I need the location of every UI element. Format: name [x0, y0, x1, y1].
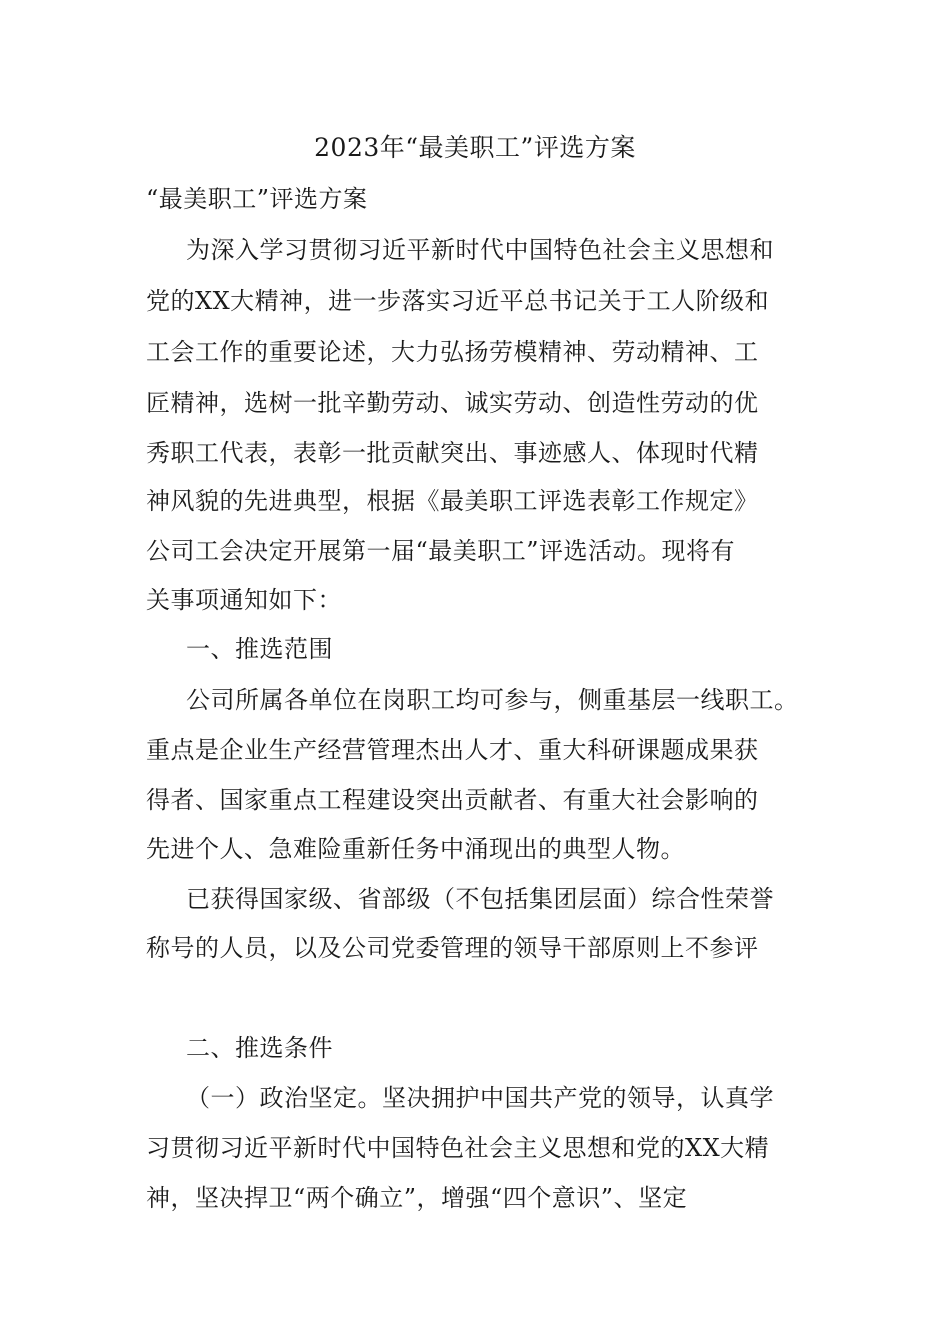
paragraph-line: 秀职工代表，表彰一批贡献突出、事迹感人、体现时代精 — [146, 439, 759, 467]
paragraph-line: 为深入学习贯彻习近平新时代中国特色社会主义思想和 — [186, 236, 774, 264]
paragraph-line: 神，坚决捍卫“两个确立”，增强“四个意识”、坚定 — [146, 1184, 688, 1212]
paragraph-line: 党的XX大精神，进一步落实习近平总书记关于工人阶级和 — [146, 287, 770, 315]
paragraph-line: 已获得国家级、省部级（不包括集团层面）综合性荣誉 — [186, 885, 774, 913]
paragraph-line: 神风貌的先进典型，根据《最美职工评选表彰工作规定》 — [146, 487, 759, 515]
paragraph-line: 习贯彻习近平新时代中国特色社会主义思想和党的XX大精 — [146, 1134, 770, 1162]
paragraph-line: 重点是企业生产经营管理杰出人才、重大科研课题成果获 — [146, 736, 759, 764]
paragraph-line: 公司所属各单位在岗职工均可参与，侧重基层一线职工。 — [186, 686, 799, 714]
paragraph-line: 得者、国家重点工程建设突出贡献者、有重大社会影响的 — [146, 786, 759, 814]
section-heading: 一、推选范围 — [186, 635, 333, 663]
document-subtitle: “最美职工”评选方案 — [146, 185, 368, 213]
paragraph-line: 先进个人、急难险重新任务中涌现出的典型人物。 — [146, 835, 685, 863]
document-title: 2023年“最美职工”评选方案 — [314, 133, 636, 162]
paragraph-line: 关事项通知如下： — [146, 586, 342, 614]
paragraph-line: 匠精神，选树一批辛勤劳动、诚实劳动、创造性劳动的优 — [146, 389, 759, 417]
paragraph-line: （一）政治坚定。坚决拥护中国共产党的领导，认真学 — [186, 1084, 774, 1112]
paragraph-line: 公司工会决定开展第一届“最美职工”评选活动。现将有 — [146, 537, 736, 565]
paragraph-line: 称号的人员，以及公司党委管理的领导干部原则上不参评 — [146, 934, 759, 962]
section-heading: 二、推选条件 — [186, 1034, 333, 1062]
paragraph-line: 工会工作的重要论述，大力弘扬劳模精神、劳动精神、工 — [146, 338, 759, 366]
